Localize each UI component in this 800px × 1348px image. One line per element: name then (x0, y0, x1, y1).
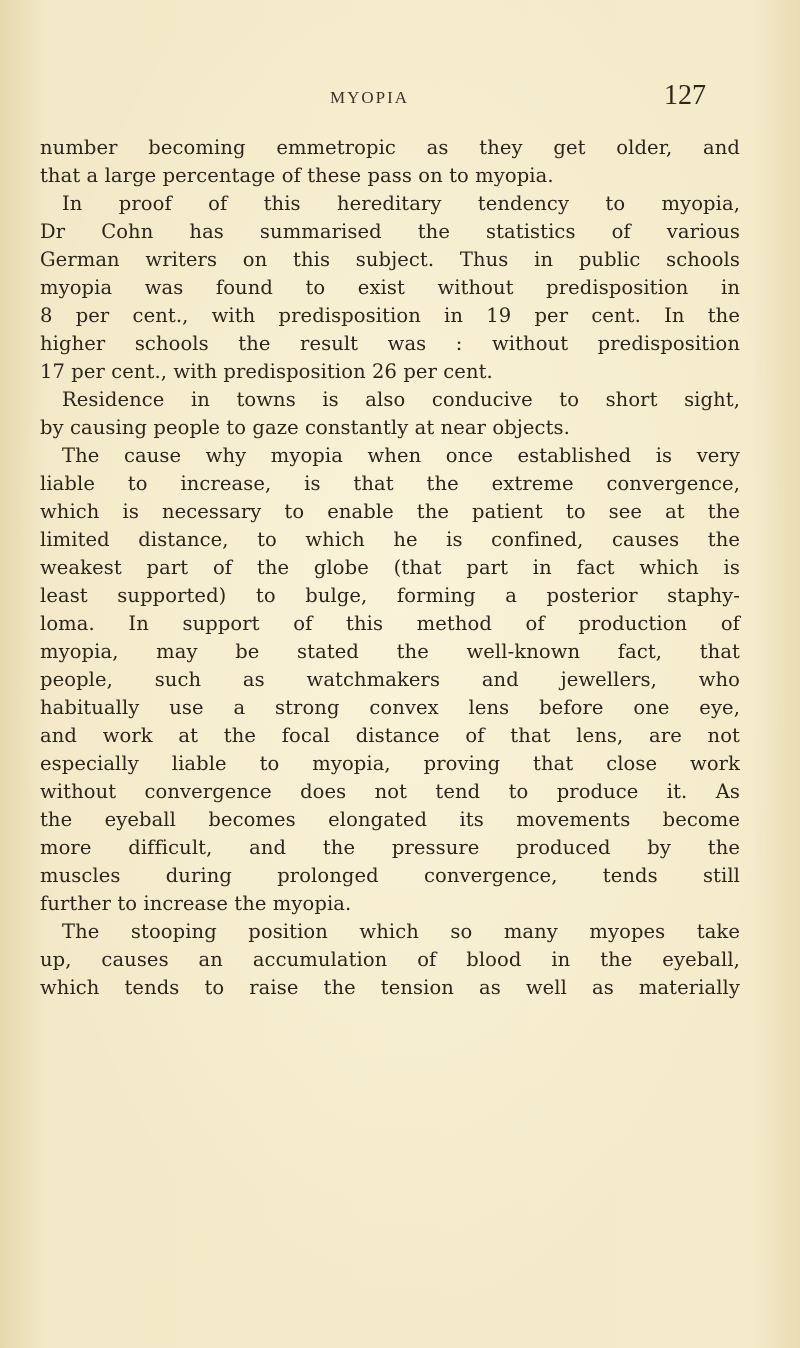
text-line: number becoming emmetropic as they get older, and (40, 136, 740, 159)
text-line: myopia, may be stated the well-known fact, that (40, 640, 740, 663)
text-line: weakest part of the globe (that part in fact which is (40, 556, 740, 579)
text-line: especially liable to myopia, proving that close work (40, 752, 740, 775)
text-line: habitually use a strong convex lens before one eye, (40, 696, 740, 719)
text-line: further to increase the myopia. (40, 892, 352, 915)
text-line: without convergence does not tend to produce it. As (40, 780, 740, 803)
text-line: The stooping position which so many myopes take (62, 920, 740, 943)
text-line: up, causes an accumulation of blood in the eyeball, (40, 948, 740, 971)
text-line: liable to increase, is that the extreme convergence, (40, 472, 740, 495)
text-line: Residence in towns is also conducive to short sight, (62, 388, 740, 411)
text-line: by causing people to gaze constantly at near objects. (40, 416, 570, 439)
text-line: least supported) to bulge, forming a posterior staphy- (40, 584, 740, 607)
text-line: 17 per cent., with predisposition 26 per cent. (40, 360, 493, 383)
page-number: 127 (664, 80, 706, 111)
text-line: muscles during prolonged convergence, tends still (40, 864, 740, 887)
text-line: loma. In support of this method of production of (40, 612, 740, 635)
text-line: Dr Cohn has summarised the statistics of various (40, 220, 740, 243)
text-line: the eyeball becomes elongated its movements become (40, 808, 740, 831)
text-line: myopia was found to exist without predisposition in (40, 276, 740, 299)
text-line: In proof of this hereditary tendency to myopia, (62, 192, 740, 215)
body-text (40, 134, 740, 1002)
text-line: people, such as watchmakers and jewellers, who (40, 668, 740, 691)
text-line: which tends to raise the tension as well as materially (40, 976, 740, 999)
text-line: more difficult, and the pressure produced by the (40, 836, 740, 859)
text-line: higher schools the result was : without predisposition (40, 332, 740, 355)
text-line: The cause why myopia when once established is very (62, 444, 740, 467)
text-line: which is necessary to enable the patient to see at the (40, 500, 740, 523)
running-title: MYOPIA (330, 88, 410, 107)
text-line: that a large percentage of these pass on to myopia. (40, 164, 554, 187)
text-line: limited distance, to which he is confined, causes the (40, 528, 740, 551)
running-head (0, 80, 800, 116)
text-line: and work at the focal distance of that lens, are not (40, 724, 740, 747)
text-line: German writers on this subject. Thus in public schools (40, 248, 740, 271)
text-line: 8 per cent., with predisposition in 19 per cent. In the (40, 304, 740, 327)
